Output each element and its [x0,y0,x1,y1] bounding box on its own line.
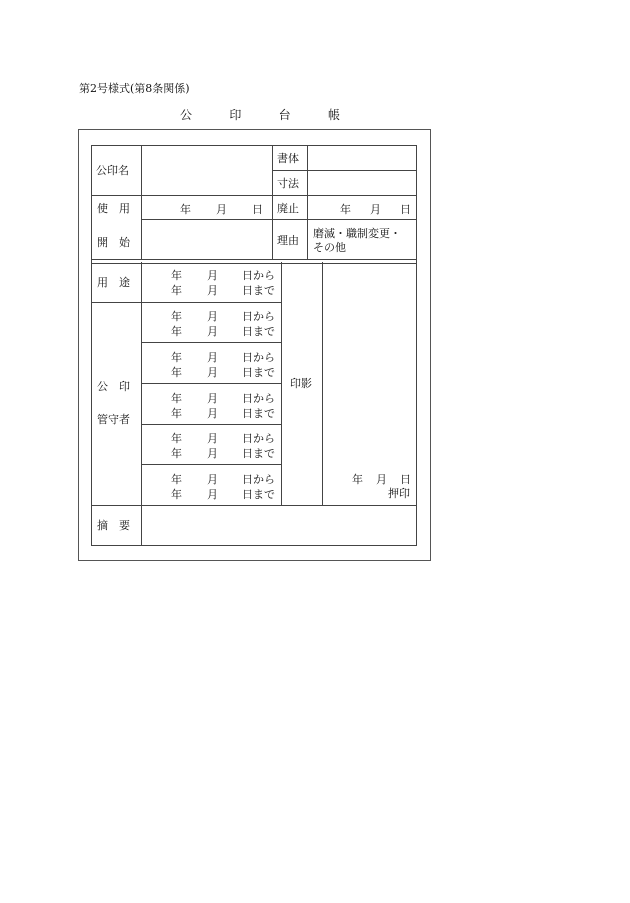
period-until-row [171,323,279,336]
date-month: 月 [207,351,218,364]
period-from-row [171,308,279,321]
table-rule [141,145,142,260]
table-double-rule [91,259,417,264]
date-day-from: 日から [242,473,275,486]
date-day-until: 日まで [242,407,275,420]
date-day-until: 日まで [242,325,275,338]
table-rule [141,262,142,546]
table-rule [91,195,417,196]
seal-label: 押印 [388,487,410,500]
table-border [416,145,417,546]
table-rule [141,342,282,343]
period-from-row [171,430,279,443]
date-year: 年 [171,447,182,460]
title-char: 台 [278,108,291,122]
reason-text: 磨滅・職制変更・ [313,227,401,240]
table-rule [141,424,282,425]
date-day-until: 日まで [242,284,275,297]
table-rule [272,145,273,260]
date-month: 月 [207,432,218,445]
date-day-from: 日から [242,310,275,323]
table-rule [322,262,323,505]
table-rule [141,464,282,465]
custodian-label: 管守者 [97,413,130,426]
title-char: 公 [180,108,193,122]
date-month: 月 [207,269,218,282]
date-month: 月 [207,284,218,297]
date-year: 年 [171,392,182,405]
period-until-row [171,405,279,418]
date-month: 月 [207,488,218,501]
use-start-label: 開 始 [97,236,130,249]
date-month: 月 [216,203,227,216]
typeface-label: 書体 [277,152,299,165]
reason-text: その他 [313,241,346,254]
date-day-from: 日から [242,392,275,405]
date-year: 年 [180,203,191,216]
table-rule [307,145,308,260]
seal-name-label: 公印名 [96,164,129,177]
abolition-label: 廃止 [277,202,299,215]
date-month: 月 [370,203,381,216]
date-year: 年 [171,473,182,486]
date-year: 年 [340,203,351,216]
period-until-row [171,445,279,458]
date-day-until: 日まで [242,488,275,501]
date-day: 日 [400,473,411,486]
table-rule [141,383,282,384]
table-border [91,545,417,546]
date-year: 年 [352,473,363,486]
date-month: 月 [207,473,218,486]
date-year: 年 [171,269,182,282]
date-month: 月 [207,366,218,379]
title-char: 印 [229,108,242,122]
use-start-label: 使 用 [97,202,130,215]
date-year: 年 [171,432,182,445]
date-day-from: 日から [242,351,275,364]
table-border [91,145,92,546]
date-day-until: 日まで [242,366,275,379]
date-year: 年 [171,488,182,501]
date-day: 日 [400,203,411,216]
summary-label: 摘 要 [97,519,130,532]
period-from-row [171,349,279,362]
date-month: 月 [207,392,218,405]
use-start-date [180,201,270,214]
imprint-label: 印影 [290,377,312,390]
date-year: 年 [171,407,182,420]
date-year: 年 [171,325,182,338]
custodian-label: 公 印 [97,380,130,393]
date-day-until: 日まで [242,447,275,460]
table-rule [91,302,282,303]
seal-date [352,471,412,484]
date-day-from: 日から [242,432,275,445]
purpose-label: 用 途 [97,276,130,289]
date-month: 月 [207,447,218,460]
page-title [180,106,340,123]
date-month: 月 [207,325,218,338]
date-month: 月 [207,407,218,420]
date-day-from: 日から [242,269,275,282]
form-number-label: 第2号様式(第8条関係) [79,82,190,95]
period-from-row [171,267,279,280]
table-rule [91,505,417,506]
date-month: 月 [376,473,387,486]
abolition-date [340,201,416,214]
period-until-row [171,486,279,499]
date-day: 日 [252,203,263,216]
size-label: 寸法 [277,177,299,190]
date-year: 年 [171,284,182,297]
period-from-row [171,471,279,484]
table-rule [141,219,417,220]
date-year: 年 [171,310,182,323]
date-year: 年 [171,351,182,364]
table-border [91,145,417,146]
period-from-row [171,390,279,403]
date-year: 年 [171,366,182,379]
period-until-row [171,364,279,377]
reason-label: 理由 [277,234,299,247]
date-month: 月 [207,310,218,323]
title-char: 帳 [327,108,340,122]
period-until-row [171,282,279,295]
table-rule [272,170,417,171]
